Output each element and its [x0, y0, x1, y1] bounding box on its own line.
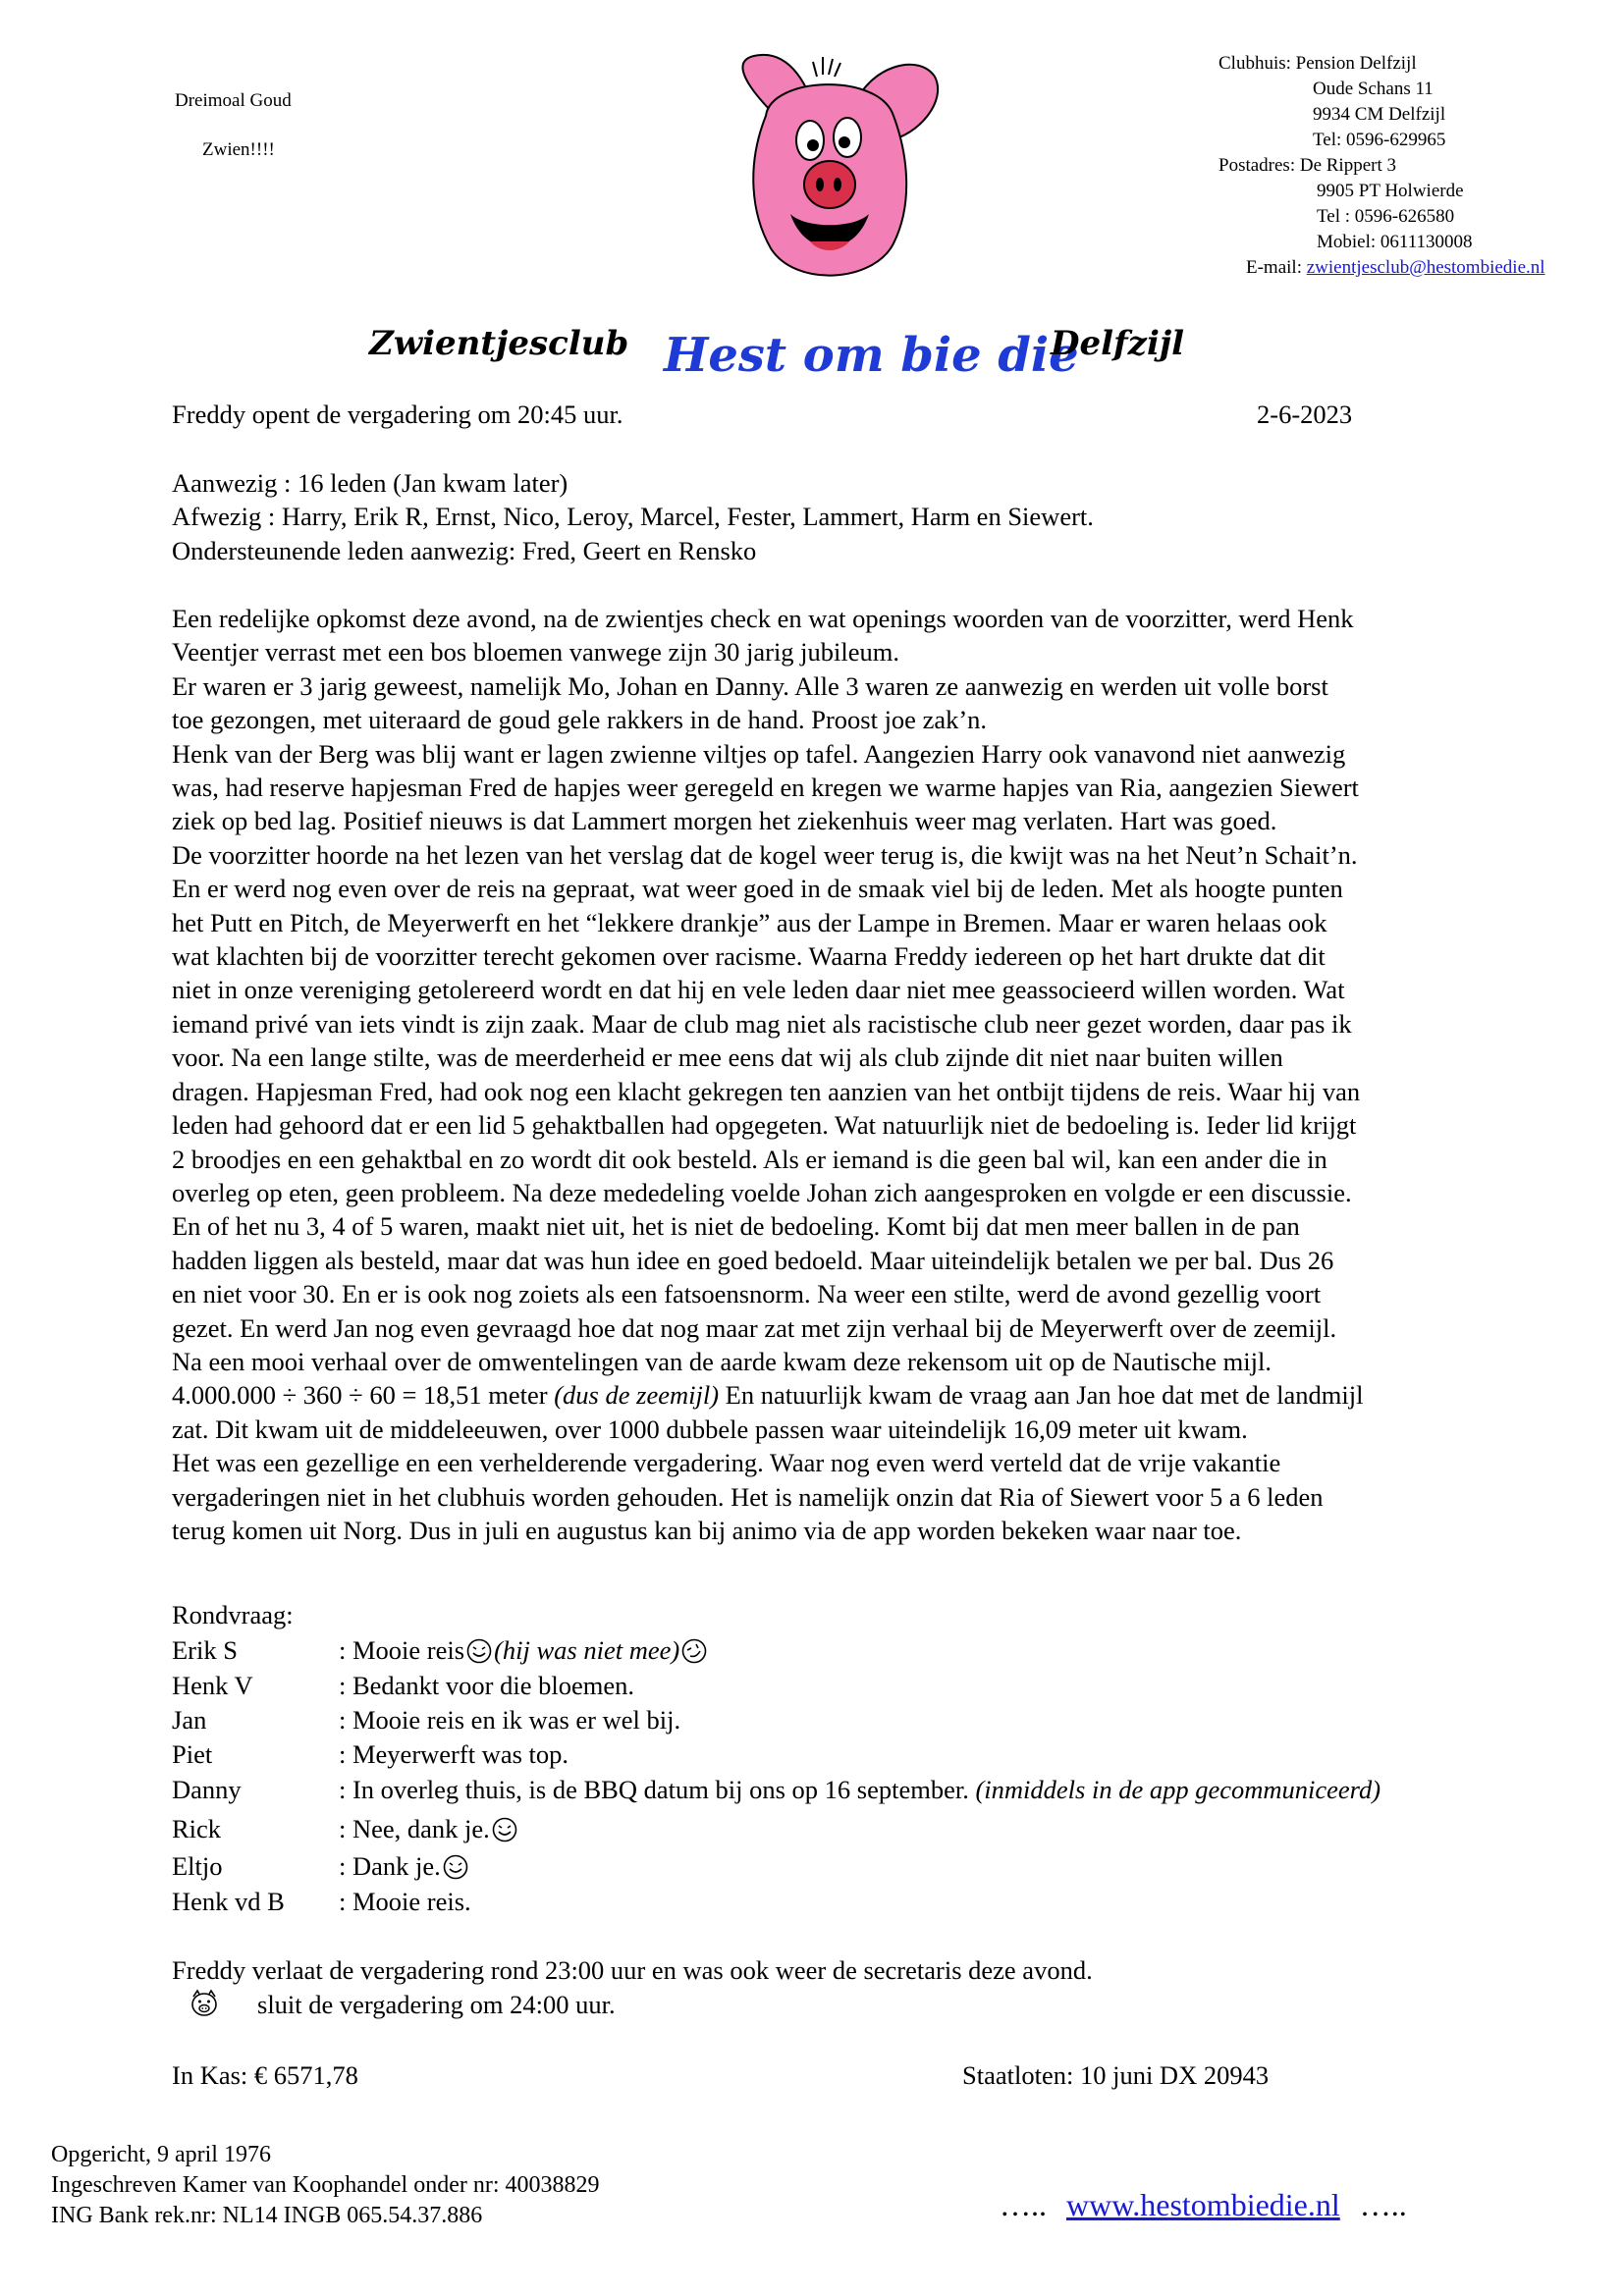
website-link[interactable]: www.hestombiedie.nl [1066, 2187, 1340, 2222]
rondvraag-item [172, 1812, 519, 1845]
body-line: De voorzitter hoorde na het lezen van het verslag dat de kogel weer terug is, die kwijt was na het Neut’n Schait’n. [172, 839, 1358, 870]
rondvraag-text: : Meyerwerft was top. [339, 1739, 569, 1769]
title-left: Zwientjesclub [369, 324, 629, 363]
body-line: overleg op eten, geen probleem. Na deze mededeling voelde Johan zich aangesproken en volgde er een discussie. [172, 1177, 1352, 1207]
attendance-present: Aanwezig : 16 leden (Jan kwam later) [172, 468, 568, 498]
body-line: en niet voor 30. En er is ook nog zoiets als een fatsoensnorm. Na weer een stilte, werd de avond gezellig voort [172, 1279, 1322, 1309]
rondvraag-text: : In overleg thuis, is de BBQ datum bij ons op 16 september. [339, 1775, 976, 1804]
rondvraag-name: Jan [172, 1705, 207, 1735]
body-line: hadden liggen als besteld, maar dat was hun idee en goed bedoeld. Maar uiteindelijk betalen we per bal. Dus 26 [172, 1245, 1334, 1275]
rondvraag-name: Henk vd B [172, 1887, 285, 1916]
attendance-absent: Afwezig : Harry, Erik R, Ernst, Nico, Leroy, Marcel, Fester, Lammert, Harm en Siewert. [172, 502, 1094, 532]
rondvraag-item [172, 1669, 634, 1702]
rolling-laughing-icon [681, 1638, 707, 1664]
title-right: Delfzijl [1051, 324, 1185, 363]
rondvraag-name: Rick [172, 1814, 222, 1843]
body-line: gezet. En werd Jan nog even gevraagd hoe dat nog maar zat met zijn verhaal bij de Meyerwerft over de zeemijl. [172, 1312, 1337, 1343]
body-line: iemand privé van iets vindt is zijn zaak. Maar de club mag niet als racistische club neer gezet worden, daar pas ik [172, 1008, 1352, 1039]
body-line: dragen. Hapjesman Fred, had ook nog een klacht gekregen ten aanzien van het ontbijt tijdens de reis. Waar hij van [172, 1076, 1361, 1106]
rondvraag-text: : Nee, dank je. [339, 1814, 490, 1843]
closing-line-1: Freddy verlaat de vergadering rond 23:00 uur en was ook weer de secretaris deze avond. [172, 1955, 1093, 1985]
bank-text: ING Bank rek.nr: NL14 INGB 065.54.37.886 [51, 2203, 483, 2228]
founded-text: Opgericht, 9 april 1976 [51, 2142, 271, 2167]
rondvraag-text: : Mooie reis en ik was er wel bij. [339, 1705, 681, 1735]
rondvraag-text: : Mooie reis [339, 1635, 465, 1665]
body-line: Een redelijke opkomst deze avond, na de zwientjes check en wat openings woorden van de voorzitter, werd Henk [172, 604, 1354, 633]
address-line: Mobiel: 0611130008 [1317, 232, 1473, 252]
formula-main: 4.000.000 ÷ 360 ÷ 60 = 18,51 meter [172, 1380, 555, 1411]
opening-text: Freddy opent de vergadering om 20:45 uur. [172, 400, 623, 429]
laughing-face-icon [466, 1638, 492, 1664]
body-line: Henk van der Berg was blij want er lagen zwienne viltjes op tafel. Aangezien Harry ook vanavond niet aanwezig [172, 738, 1346, 769]
body-line: vergaderingen niet in het clubhuis worden gehouden. Het is namelijk onzin dat Ria of Siewert voor 5 a 6 leden [172, 1481, 1324, 1512]
rondvraag-item [172, 1737, 568, 1771]
attendance-supporting: Ondersteunende leden aanwezig: Fred, Geert en Rensko [172, 535, 757, 565]
body-line: niet in onze vereniging getolereerd wordt en dat hij en vele leden daar niet mee geassocieerd willen worden. Wat [172, 975, 1345, 1005]
footer-info [51, 2140, 600, 2231]
address-line: Tel: 0596-629965 [1313, 130, 1446, 150]
rondvraag-italic: (inmiddels in de app gecommuniceerd) [975, 1775, 1381, 1804]
rondvraag-item [172, 1849, 470, 1883]
address-line: Tel : 0596-626580 [1317, 206, 1455, 227]
address-line: 9934 CM Delfzijl [1313, 104, 1446, 125]
cash-balance: In Kas: € 6571,78 [172, 2060, 358, 2090]
rondvraag-name: Eltjo [172, 1851, 223, 1881]
body-line: leden had gehoord dat er een lid 5 gehaktballen had opgegeten. Wat natuurlijk niet de bedoeling is. Ieder lid krijgt [172, 1110, 1357, 1141]
formula-italic: (dus de zeemijl) [554, 1380, 720, 1411]
motto-line-2: Zwien!!!! [202, 139, 275, 160]
pig-logo-icon [707, 47, 952, 291]
body-line: Veentjer verrast met een bos bloemen vanwege zijn 30 jarig jubileum. [172, 637, 900, 667]
body-line: 2 broodjes en een gehaktbal en zo wordt dit ook besteld. Als er iemand is die geen bal wil, kan een ander die in [172, 1144, 1327, 1174]
rondvraag-italic: (hij was niet mee) [494, 1635, 680, 1665]
body-line: voor. Na een lange stilte, was de meerderheid er mee eens dat wij als club zijnde dit niet naar buiten willen [172, 1042, 1283, 1073]
rondvraag-item [172, 1633, 709, 1667]
body-line: was, had reserve hapjesman Fred de hapjes weer geregeld en kregen we warme hapjes van Ria, aangezien Siewert [172, 773, 1359, 803]
formula-line [172, 1378, 1363, 1412]
body-line: Het was een gezellige en een verhelderende vergadering. Waar nog even werd verteld dat de vrije vakantie [172, 1448, 1281, 1478]
rondvraag-name: Erik S [172, 1635, 238, 1665]
club-name: Hest om bie die [664, 328, 1079, 383]
body-line: En of het nu 3, 4 of 5 waren, maakt niet uit, het is niet de bedoeling. Komt bij dat men meer ballen in de pan [172, 1211, 1300, 1242]
rondvraag-item [172, 1773, 1380, 1806]
email-label: E-mail: [1246, 257, 1307, 278]
body-line: wat klachten bij de voorzitter terecht gekomen over racisme. Waarna Freddy iedereen op het hart drukte dat dit [172, 941, 1326, 972]
body-line: Er waren er 3 jarig geweest, namelijk Mo, Johan en Danny. Alle 3 waren ze aanwezig en werden uit volle borst [172, 670, 1328, 701]
laughing-face-icon [443, 1854, 468, 1880]
body-line: ziek op bed lag. Positief nieuws is dat Lammert morgen het ziekenhuis weer mag verlaten. Hart was goed. [172, 806, 1277, 836]
rondvraag-name: Danny [172, 1775, 242, 1804]
motto-line-1: Dreimoal Goud [175, 90, 292, 111]
address-line: Oude Schans 11 [1313, 79, 1434, 99]
attendance [172, 466, 1094, 567]
body-line: terug komen uit Norg. Dus in juli en augustus kan bij animo via de app worden bekeken waar naar toe. [172, 1515, 1242, 1545]
email-line [1246, 255, 1611, 281]
rondvraag-name: Henk V [172, 1671, 253, 1700]
pig-face-icon [189, 1989, 220, 2018]
body-line: toe gezongen, met uiteraard de goud gele rakkers in de hand. Proost joe zak’n. [172, 705, 988, 735]
dots-left: ….. [1000, 2187, 1047, 2222]
rondvraag-item [172, 1885, 471, 1918]
laughing-face-icon [492, 1817, 517, 1842]
meeting-date: 2-6-2023 [1257, 400, 1353, 429]
body-line: zat. Dit kwam uit de middeleeuwen, over 1000 dubbele passen waar uiteindelijk 16,09 meter uit kwam. [172, 1414, 1248, 1444]
club-address [1218, 51, 1611, 281]
address-line: Postadres: De Rippert 3 [1218, 155, 1397, 176]
address-line: Clubhuis: Pension Delfzijl [1218, 53, 1417, 74]
formula-rest: En natuurlijk kwam de vraag aan Jan hoe dat met de landmijl [719, 1380, 1364, 1411]
state-lottery: Staatloten: 10 juni DX 20943 [962, 2060, 1270, 2090]
website-line [1000, 2187, 1407, 2223]
rondvraag-text: : Dank je. [339, 1851, 441, 1881]
rondvraag-item [172, 1703, 680, 1736]
rondvraag-text: : Mooie reis. [339, 1887, 471, 1916]
email-link[interactable]: zwientjesclub@hestombiedie.nl [1306, 257, 1545, 278]
body-line: En er werd nog even over de reis na gepraat, wat weer goed in de smaak viel bij de leden. Met als hoogte punten [172, 874, 1343, 904]
dots-right: ….. [1359, 2187, 1407, 2222]
rondvraag-text: : Bedankt voor die bloemen. [339, 1671, 634, 1700]
body-line: het Putt en Pitch, de Meyerwerft en het “lekkere drankje” aus der Lampe in Bremen. Maar er waren helaas ook [172, 907, 1327, 937]
closing-line-2: sluit de vergadering om 24:00 uur. [257, 1990, 616, 2019]
body-line: Na een mooi verhaal over de omwentelingen van de aarde kwam deze rekensom uit op de Nautische mijl. [172, 1346, 1272, 1376]
rondvraag-name: Piet [172, 1739, 213, 1769]
rondvraag-heading: Rondvraag: [172, 1600, 294, 1629]
address-line: 9905 PT Holwierde [1317, 181, 1464, 201]
motto [175, 88, 332, 163]
kvk-text: Ingeschreven Kamer van Koophandel onder nr: 40038829 [51, 2172, 600, 2198]
minutes-body [172, 602, 1363, 1547]
